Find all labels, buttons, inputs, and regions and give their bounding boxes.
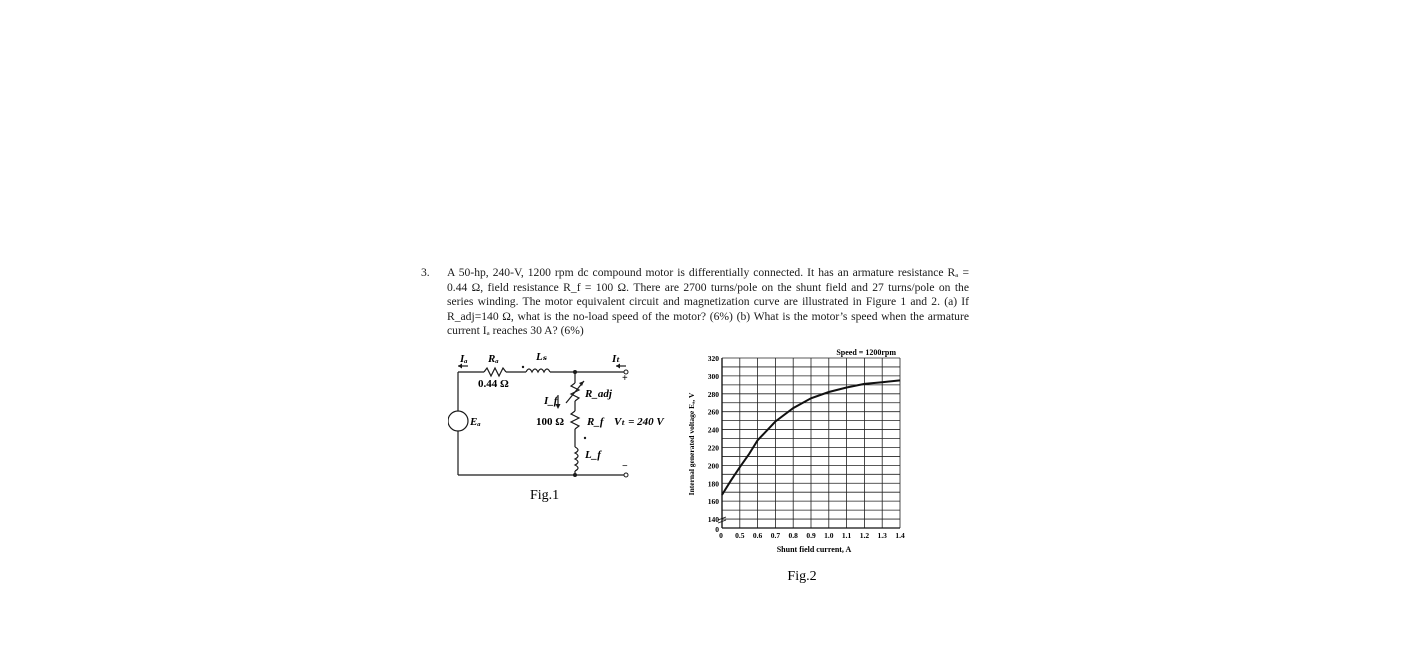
x-tick-label: 1.0: [824, 531, 834, 540]
x-tick-label: 1.1: [841, 531, 852, 540]
y-tick-label: 260: [707, 407, 719, 417]
x-tick-label: 0.9: [806, 531, 816, 540]
figure-1-circuit: [448, 345, 688, 515]
problem-statement: [421, 266, 969, 339]
field-inductor: [575, 447, 578, 471]
label-it: Iₜ: [612, 353, 621, 365]
y-tick-label: 160: [707, 497, 719, 507]
label-ia: Iₐ: [460, 353, 468, 365]
figure-2-chart: [684, 344, 916, 589]
polarity-dot: [522, 366, 524, 368]
junction-dot: [573, 370, 577, 374]
y-tick-label: 220: [707, 443, 719, 453]
field-resistor: [571, 411, 579, 429]
label-if: I_f: [544, 395, 558, 407]
x-tick-label: 0.5: [735, 531, 745, 540]
label-vt: Vₜ = 240 V: [614, 416, 664, 428]
x-tick-label: 0: [719, 531, 723, 540]
label-rf-value: 100 Ω: [536, 416, 565, 428]
label-minus: −: [622, 461, 628, 472]
y-tick-label: 280: [707, 389, 719, 399]
label-rf: R_f: [587, 416, 604, 428]
y-tick-label: 140: [707, 515, 719, 525]
x-tick-label: 1.3: [877, 531, 887, 540]
figure-2-caption: Fig.2: [787, 569, 817, 584]
x-tick-label: 0.7: [770, 531, 781, 540]
y-tick-label: 240: [707, 425, 719, 435]
label-ra-value: 0.44 Ω: [478, 378, 509, 390]
x-tick-label: 0.6: [752, 531, 763, 540]
label-lf: L_f: [585, 449, 601, 461]
x-axis-label: Shunt field current, A: [776, 545, 852, 554]
circuit-diagram: [448, 345, 688, 515]
label-ea: Eₐ: [470, 416, 481, 428]
terminal-minus: [624, 473, 628, 477]
chart-title: Speed = 1200rpm: [836, 348, 896, 357]
y-tick-label: 300: [707, 371, 719, 381]
polarity-dot: [584, 437, 586, 439]
armature-resistor: [484, 368, 506, 376]
y-tick-label: 200: [707, 461, 719, 471]
y-tick-label: 180: [707, 479, 719, 489]
x-tick-label: 1.2: [859, 531, 870, 540]
series-inductor: [526, 369, 550, 372]
y-tick-label: 0: [715, 525, 719, 534]
junction-dot: [573, 473, 577, 477]
y-axis-label: Internal generated voltage Eₐ, V: [687, 392, 696, 496]
label-ra: Rₐ: [488, 353, 499, 365]
magnetization-chart: [684, 344, 916, 589]
x-tick-label: 0.8: [788, 531, 798, 540]
label-plus: +: [622, 373, 628, 384]
figure-1-caption: Fig.1: [530, 488, 560, 503]
armature-source: [448, 411, 468, 431]
label-ls: Lₛ: [536, 351, 548, 363]
x-tick-label: 1.4: [895, 531, 905, 540]
y-tick-label: 320: [707, 354, 719, 363]
label-radj: R_adj: [585, 388, 612, 400]
problem-text: A 50-hp, 240-V, 1200 rpm dc compound motor is differentially connected. It has an armature resistance Rₐ = 0.44 Ω, field resistance R_f = 100 Ω. There are 2700 turns/pole on the shunt field and 27 turns/pole on the series winding. The motor equivalent circuit and magnetization curve are illustrated in Figure 1 and 2. (a) If R_adj=140 Ω, what is the no-load speed of the motor? (6%) (b) What is the motor’s speed when the armature current Iₐ reaches 30 A? (6%): [447, 266, 969, 338]
problem-number: 3.: [421, 266, 430, 279]
